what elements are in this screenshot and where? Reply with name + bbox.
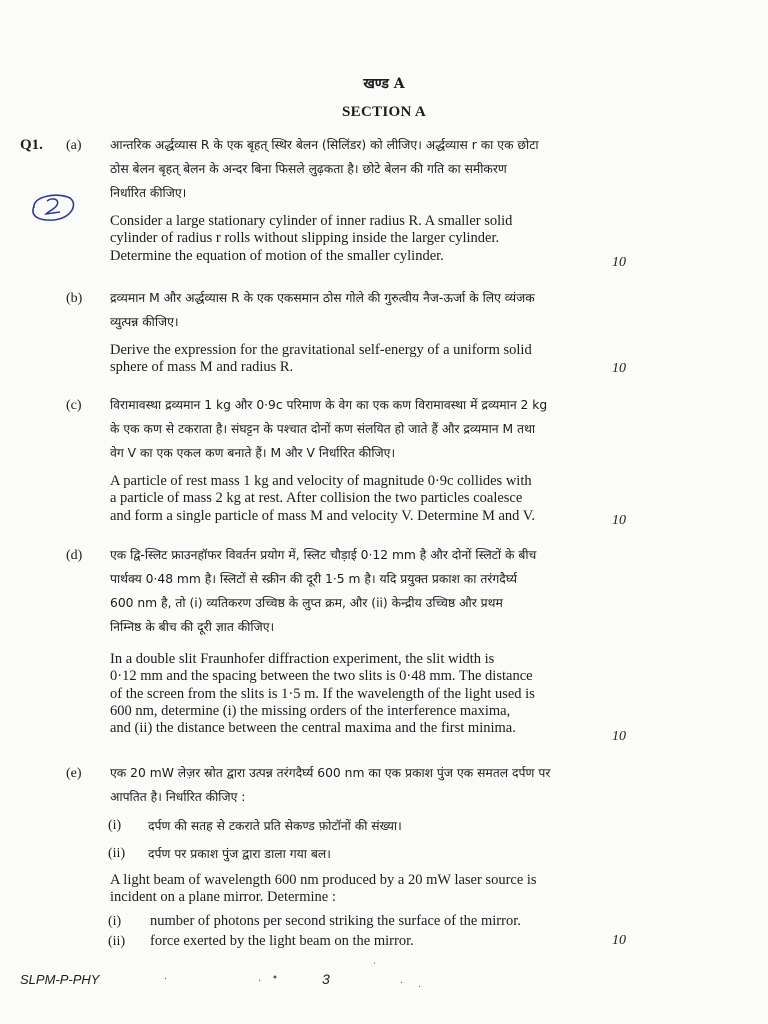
part-b-label: (b) <box>66 291 83 306</box>
part-a-english <box>110 213 606 265</box>
question-number: Q1. <box>20 137 43 153</box>
hindi-line: के एक कण से टकराता है। संघट्टन के पश्चात दोनों कण संलयित हो जाते हैं और द्रव्यमान M तथा <box>110 422 536 436</box>
english-line: incident on a plane mirror. Determine : <box>110 889 336 906</box>
hindi-line: द्रव्यमान M और अर्द्धव्यास R के एक एकसमान ठोस गोले की गुरुत्वीय नैज-ऊर्जा के लिए व्यंजक <box>110 291 535 305</box>
part-d-english <box>110 651 606 737</box>
english-line: 600 nm, determine (i) the missing orders of the interference maxima, <box>110 702 511 719</box>
part-c-label: (c) <box>66 398 82 413</box>
hindi-line: विरामावस्था द्रव्यमान 1 kg और 0·9c परिमाण के वेग का एक कण विरामावस्था में द्रव्यमान 2 kg <box>110 398 548 412</box>
page-number: 3 <box>322 971 330 987</box>
part-b-marks: 10 <box>612 361 626 376</box>
scan-speck: · <box>418 982 422 993</box>
part-a-hindi <box>110 133 610 205</box>
part-e-hindi-sub-ii-label: (ii) <box>108 846 126 861</box>
hindi-line: पार्थक्य 0·48 mm है। स्लिटों से स्क्रीन की दूरी 1·5 m है। यदि प्रयुक्त प्रकाश का तरंगदैर्घ्य <box>110 572 518 586</box>
part-e-marks: 10 <box>612 933 626 948</box>
hindi-line: एक 20 mW लेज़र स्रोत द्वारा उत्पन्न तरंगदैर्घ्य 600 nm का एक प्रकाश पुंज एक समतल दर्पण पर <box>110 766 551 780</box>
paper-code: SLPM-P-PHY <box>20 972 100 987</box>
hindi-line: आपतित है। निर्धारित कीजिए : <box>110 790 246 804</box>
scan-speck: · <box>164 974 168 985</box>
part-e-english-sub-ii-label: (ii) <box>108 934 126 949</box>
part-d-label: (d) <box>66 548 83 563</box>
scan-speck: • <box>272 973 278 984</box>
part-e-hindi-sub-i-label: (i) <box>108 818 122 833</box>
hindi-line: 600 nm है, तो (i) व्यतिकरण उच्चिष्ठ के लुप्त क्रम, और (ii) केन्द्रीय उच्चिष्ठ और प्रथम <box>110 596 503 610</box>
part-d-marks: 10 <box>612 729 626 744</box>
hindi-line: निम्निष्ठ के बीच की दूरी ज्ञात कीजिए। <box>110 620 275 634</box>
hindi-line: निर्धारित कीजिए। <box>110 186 187 200</box>
scan-speck: · <box>400 978 404 989</box>
part-e-english-sub-ii-text: force exerted by the light beam on the mirror. <box>150 933 414 949</box>
english-line: of the screen from the slits is 1·5 m. If the wavelength of the light used is <box>110 685 535 702</box>
english-line: Derive the expression for the gravitational self-energy of a uniform solid <box>110 342 532 358</box>
english-line: A light beam of wavelength 600 nm produced by a 20 mW laser source is <box>110 872 537 888</box>
english-line: and form a single particle of mass M and velocity V. Determine M and V. <box>110 507 535 524</box>
english-line: In a double slit Fraunhofer diffraction experiment, the slit width is <box>110 651 495 667</box>
hindi-line: व्युत्पन्न कीजिए। <box>110 315 179 329</box>
part-e-english-sub-i-label: (i) <box>108 914 122 929</box>
part-e-hindi-sub-i-text: दर्पण की सतह से टकराते प्रति सेकण्ड फ़ोटॉनों की संख्या। <box>148 819 402 833</box>
part-c-hindi <box>110 393 610 465</box>
english-line: A particle of rest mass 1 kg and velocity of magnitude 0·9c collides with <box>110 473 532 489</box>
part-d-hindi <box>110 543 610 639</box>
hindi-line: आन्तरिक अर्द्धव्यास R के एक बृहत् स्थिर बेलन (सिलिंडर) को लीजिए। अर्द्धव्यास r का एक छोटा <box>110 138 539 152</box>
part-b-english <box>110 342 606 377</box>
part-e-english <box>110 872 606 907</box>
part-e-label: (e) <box>66 766 82 781</box>
part-e-english-sub-i-text: number of photons per second striking the surface of the mirror. <box>150 913 521 929</box>
part-c-marks: 10 <box>612 513 626 528</box>
part-b-hindi <box>110 286 610 334</box>
hindi-line: एक द्वि-स्लिट फ्राउनहॉफर विवर्तन प्रयोग में, स्लिट चौड़ाई 0·12 mm है और दोनों स्लिटों के बीच <box>110 548 537 562</box>
english-line: Consider a large stationary cylinder of inner radius R. A smaller solid <box>110 213 513 229</box>
part-e-hindi-sub-ii-text: दर्पण पर प्रकाश पुंज द्वारा डाला गया बल। <box>148 847 331 861</box>
part-a-marks: 10 <box>612 255 626 270</box>
scan-speck: ˙ <box>372 962 377 973</box>
scan-speck: · <box>258 976 262 987</box>
english-line: Determine the equation of motion of the smaller cylinder. <box>110 247 444 264</box>
part-c-english <box>110 473 606 525</box>
hindi-line: वेग V का एक एकल कण बनाते हैं। M और V निर्धारित कीजिए। <box>110 446 396 460</box>
part-a-label: (a) <box>66 138 82 153</box>
handwritten-circle-mark <box>28 190 78 224</box>
english-line: cylinder of radius r rolls without slipping inside the larger cylinder. <box>110 230 500 247</box>
english-line: 0·12 mm and the spacing between the two slits is 0·48 mm. The distance <box>110 668 533 685</box>
section-heading-hindi: खण्ड A <box>363 76 405 92</box>
hindi-line: ठोस बेलन बृहत् बेलन के अन्दर बिना फिसले लुढ़कता है। छोटे बेलन की गति का समीकरण <box>110 162 507 176</box>
english-line: and (ii) the distance between the central maxima and the first minima. <box>110 720 516 737</box>
english-line: a particle of mass 2 kg at rest. After collision the two particles coalesce <box>110 490 523 507</box>
english-line: sphere of mass M and radius R. <box>110 359 294 376</box>
section-heading: SECTION A <box>342 104 426 120</box>
part-e-hindi <box>110 761 610 809</box>
